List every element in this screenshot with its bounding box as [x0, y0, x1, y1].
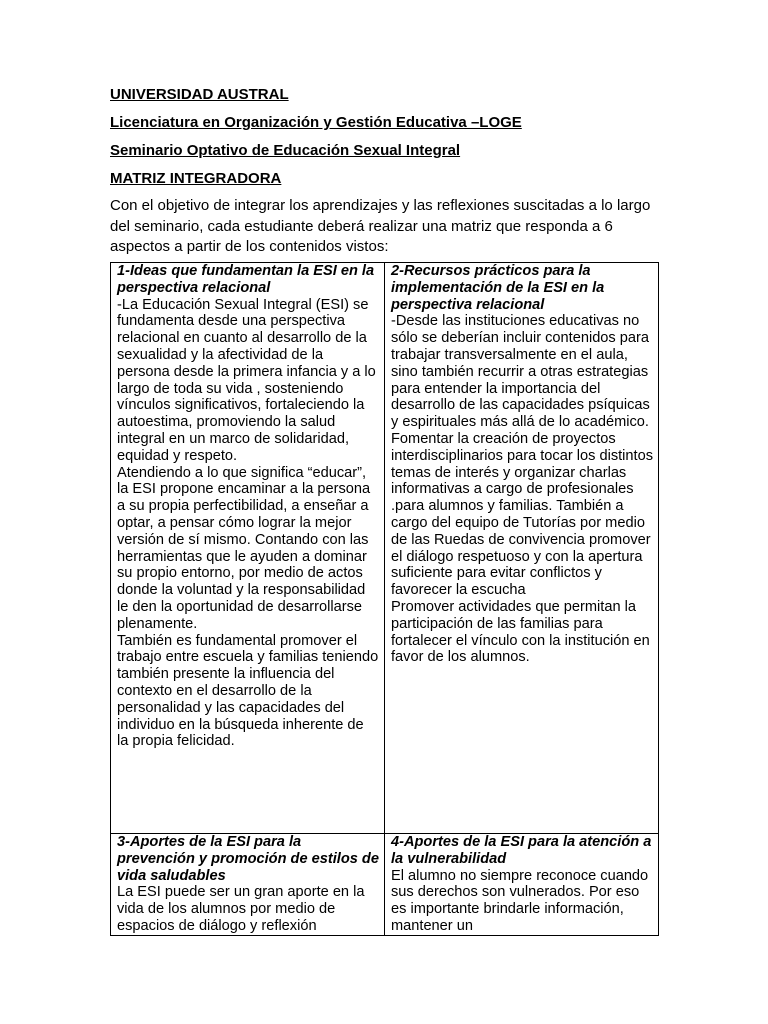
university-heading: UNIVERSIDAD AUSTRAL	[110, 86, 289, 103]
cell-title: 1-Ideas que fundamentan la ESI en la perspectiva relacional	[117, 263, 375, 296]
integration-matrix-table	[110, 262, 659, 936]
cell-paragraph: -La Educación Sexual Integral (ESI) se fundamenta desde una perspectiva relacional en cuanto al desarrollo de la sexualidad y la afectividad de la persona desde la primera infancia y a lo largo de toda su vida , sosteniendo vínculos significativos, fortaleciendo la autoestima, promoviendo la salud integral en un marco de solidaridad, equidad y respeto.	[117, 296, 376, 464]
cell-title: 4-Aportes de la ESI para la atención a la vulnerabilidad	[391, 834, 652, 867]
degree-heading: Licenciatura en Organización y Gestión Educativa –LOGE	[110, 114, 522, 131]
matrix-cell-4	[385, 834, 659, 936]
matrix-cell-2	[385, 263, 659, 834]
cell-paragraph: También es fundamental promover el trabajo entre escuela y familias teniendo también presente la influencia del contexto en el desarrollo de la personalidad y las capacidades del individuo en la búsqueda inherente de la propia felicidad.	[117, 632, 379, 750]
cell-paragraph: Atendiendo a lo que significa “educar”, la ESI propone encaminar a la persona a su propia perfectibilidad, a enseñar a optar, a pensar cómo lograr la mejor versión de sí mismo. Contando con las herramientas que le ayuden a dominar su propio entorno, por medio de actos donde la voluntad y la responsabilidad le den la oportunidad de desarrollarse plenamente.	[117, 464, 371, 632]
cell-paragraph: El alumno no siempre reconoce cuando sus derechos son vulnerados. Por eso es importante brindarle información, mantener un	[391, 867, 649, 934]
matrix-cell-3	[111, 834, 385, 936]
matrix-heading: MATRIZ INTEGRADORA	[110, 170, 282, 187]
cell-title: 3-Aportes de la ESI para la prevención y promoción de estilos de vida saludables	[117, 834, 379, 884]
cell-paragraph: -Desde las instituciones educativas no sólo se deberían incluir contenidos para trabajar transversalmente en el aula, sino también recurrir a otras estrategias para entender la importancia del desarrollo de las capacidades psíquicas y espirituales más allá de lo académico. Fomentar la creación de proyectos interdisciplinarios para tocar los distintos temas de interés y organizar charlas informativas a cargo de profesionales .para alumnos y familias. También a cargo del equipo de Tutorías por medio de las Ruedas de convivencia promover el diálogo respetuoso y con la apertura suficiente para evitar conflictos y favorecer la escucha	[391, 313, 653, 599]
cell-title: 2-Recursos prácticos para la implementación de la ESI en la perspectiva relacional	[391, 263, 605, 313]
intro-paragraph: Con el objetivo de integrar los aprendizajes y las reflexiones suscitadas a lo largo del seminario, cada estudiante deberá realizar una matriz que responda a 6 aspectos a partir de los contenidos vistos:	[110, 197, 651, 255]
cell-paragraph: La ESI puede ser un gran aporte en la vida de los alumnos por medio de espacios de diálogo y reflexión	[117, 884, 365, 934]
cell-paragraph: Promover actividades que permitan la participación de las familias para fortalecer el vínculo con la institución en favor de los alumnos.	[391, 598, 650, 666]
seminar-heading: Seminario Optativo de Educación Sexual Integral	[110, 142, 461, 159]
table-row	[111, 263, 659, 834]
table-row	[111, 834, 659, 936]
matrix-cell-1	[111, 263, 385, 834]
